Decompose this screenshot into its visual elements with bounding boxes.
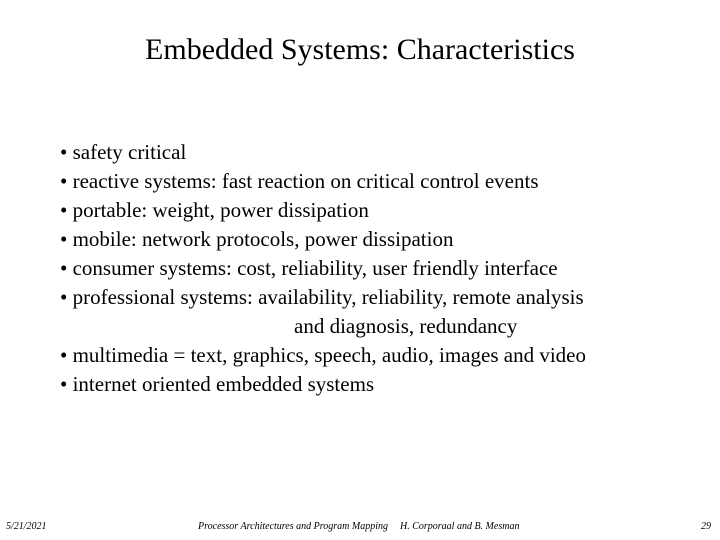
bullet-item-multimedia: • multimedia = text, graphics, speech, audio, images and video (60, 343, 586, 367)
bullet-list (60, 138, 586, 399)
bullet-item-consumer-systems: • consumer systems: cost, reliability, user friendly interface (60, 256, 558, 280)
footer-date: 5/21/2021 (6, 521, 47, 532)
bullet-item-internet-oriented: • internet oriented embedded systems (60, 372, 375, 396)
footer-authors: H. Corporaal and B. Mesman (400, 521, 520, 532)
page-number: 29 (701, 521, 711, 532)
slide-title: Embedded Systems: Characteristics (145, 33, 575, 66)
bullet-item-professional-systems-continued: and diagnosis, redundancy (294, 314, 518, 338)
bullet-item-portable: • portable: weight, power dissipation (60, 198, 369, 222)
bullet-item-mobile: • mobile: network protocols, power dissipation (60, 227, 454, 251)
bullet-item-professional-systems: • professional systems: availability, reliability, remote analysis (60, 285, 584, 309)
footer-course-title: Processor Architectures and Program Mapping (198, 521, 388, 532)
bullet-item-reactive-systems: • reactive systems: fast reaction on critical control events (60, 169, 539, 193)
bullet-item-safety-critical: • safety critical (60, 140, 187, 164)
